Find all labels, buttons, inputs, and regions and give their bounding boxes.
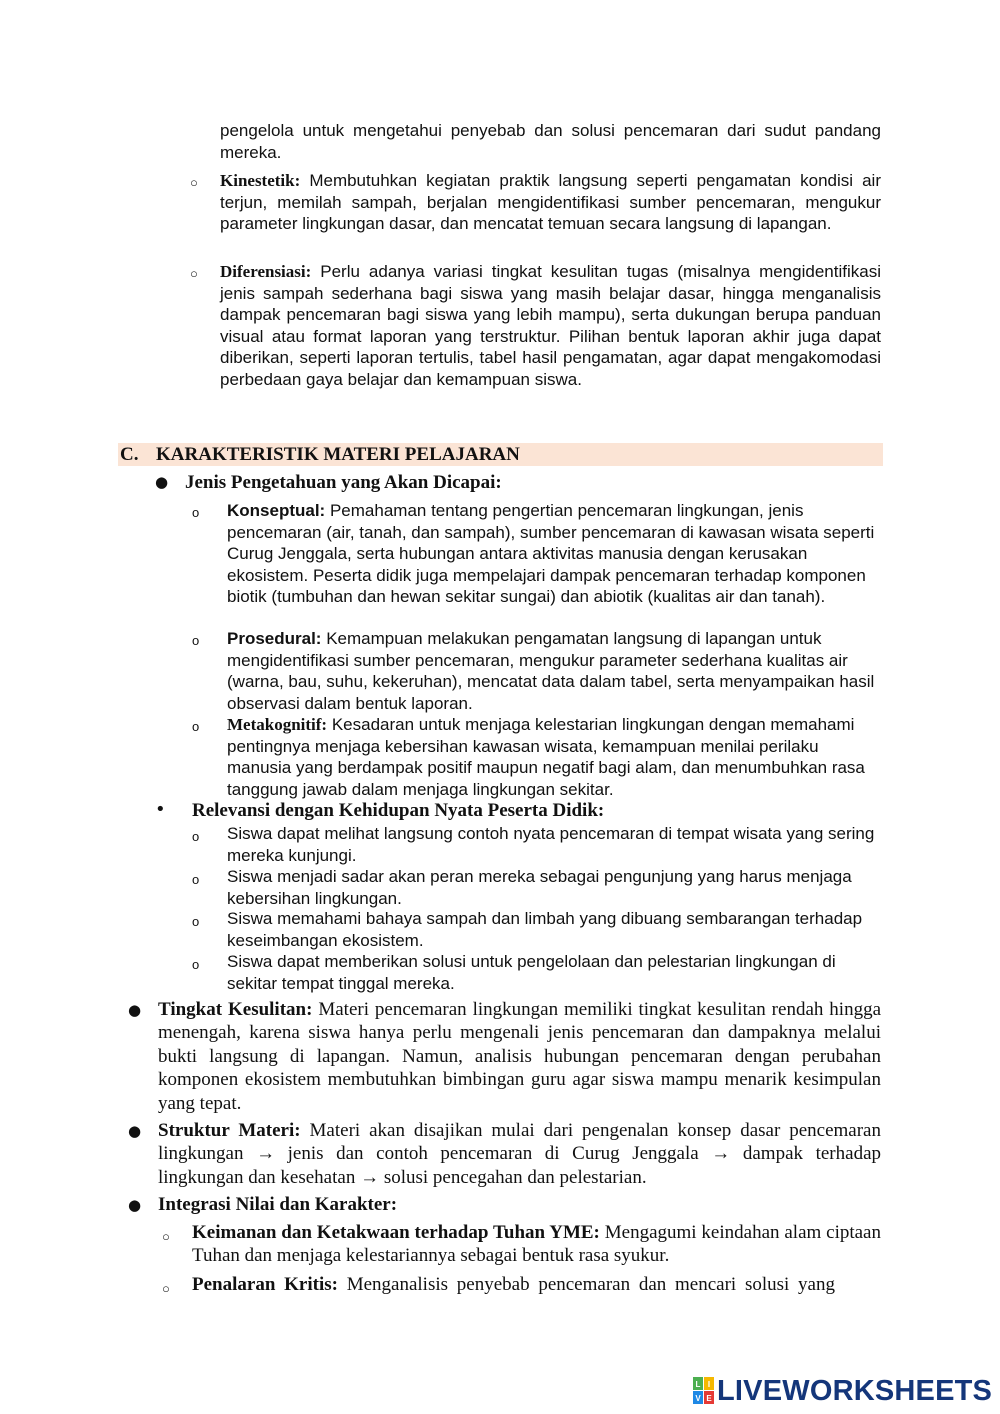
- logo-letter: E: [706, 1394, 712, 1403]
- solid-bullet: ●: [155, 473, 169, 491]
- section-c-heading: [118, 443, 883, 466]
- diferensiasi-item: [220, 261, 881, 391]
- logo-letter: L: [695, 1380, 701, 1389]
- logo-letter: V: [695, 1394, 701, 1403]
- hollow-bullet: o: [192, 505, 200, 520]
- relevansi-item: Siswa menjadi sadar akan peran mereka sebagai pengunjung yang harus menjaga kebersihan lingkungan.: [227, 867, 852, 908]
- kinestetik-text: Membutuhkan kegiatan praktik langsung seperti pengamatan kondisi air terjun, memilah sampah, berjalan mengidentifikasi sumber pencemaran, mengukur parameter lingkungan dasar, dan mencatat temuan secara langsung di lapangan.: [220, 171, 881, 234]
- hollow-bullet: o: [192, 719, 200, 734]
- hollow-bullet: o: [192, 957, 200, 972]
- diferensiasi-label: Diferensiasi:: [220, 262, 312, 281]
- hollow-bullet: o: [192, 829, 200, 844]
- konseptual-item: [227, 500, 882, 608]
- solid-bullet: ●: [128, 1196, 142, 1214]
- live-blocks-icon: [693, 1377, 715, 1405]
- continued-text: pengelola untuk mengetahui penyebab dan solusi pencemaran dari sudut pandang mereka.: [220, 121, 881, 162]
- hollow-bullet: o: [192, 914, 200, 929]
- solid-bullet: ●: [128, 1122, 142, 1140]
- relevansi-item: Siswa dapat melihat langsung contoh nyata pencemaran di tempat wisata yang sering mereka kunjungi.: [227, 824, 875, 865]
- struktur-label: Struktur Materi:: [158, 1120, 301, 1141]
- diferensiasi-text: Perlu adanya variasi tingkat kesulitan tugas (misalnya mengidentifikasi jenis sampah sederhana bagi siswa yang masih belajar dasar, hingga menganalisis dampak pencemaran bagi siswa yang lebih mampu), serta dukungan berupa panduan visual atau format laporan yang terstruktur. Pilihan bentuk laporan akhir juga dapat diberikan, seperti laporan tertulis, tabel hasil pengamatan, agar dapat mengakomodasi perbedaan gaya belajar dan kemampuan siswa.: [220, 262, 881, 389]
- hollow-bullet: ○: [162, 1281, 170, 1296]
- hollow-bullet: ○: [190, 175, 198, 190]
- solid-bullet: ●: [128, 1001, 142, 1019]
- integrasi-heading: Integrasi Nilai dan Karakter:: [158, 1194, 398, 1215]
- struktur-item: [158, 1119, 881, 1189]
- continued-paragraph: [220, 120, 881, 163]
- tingkat-label: Tingkat Kesulitan:: [158, 999, 313, 1020]
- hollow-bullet: ○: [190, 266, 198, 281]
- kinestetik-item: [220, 170, 881, 235]
- penalaran-label: Penalaran Kritis:: [192, 1274, 338, 1295]
- hollow-bullet: o: [192, 872, 200, 887]
- solid-bullet: •: [155, 799, 166, 820]
- liveworksheets-logo: [693, 1374, 992, 1408]
- metakognitif-label: Metakognitif:: [227, 715, 328, 734]
- konseptual-label: Konseptual:: [227, 501, 326, 520]
- keimanan-item: [192, 1221, 881, 1268]
- metakognitif-item: [227, 714, 882, 800]
- struktur-text: Materi akan disajikan mulai dari pengenalan konsep dasar pencemaran lingkungan → jenis dan contoh pencemaran di Curug Jenggala → dampak terhadap lingkungan dan kesehatan → solusi pencegahan dan pelestarian.: [158, 1120, 881, 1188]
- relevansi-item: Siswa memahami bahaya sampah dan limbah yang dibuang sembarangan terhadap keseimbangan ekosistem.: [227, 909, 863, 950]
- hollow-bullet: ○: [162, 1229, 170, 1244]
- keimanan-label: Keimanan dan Ketakwaan terhadap Tuhan YME:: [192, 1222, 600, 1243]
- prosedural-item: [227, 628, 882, 714]
- tingkat-text: Materi pencemaran lingkungan memiliki tingkat kesulitan rendah hingga menengah, karena siswa hanya perlu mengenali jenis pencemaran dan dampaknya melalui bukti langsung di lapangan. Namun, analisis hubungan pencemaran dengan perubahan komponen ekosistem membutuhkan bimbingan guru agar siswa mampu menarik kesimpulan yang tepat.: [158, 999, 881, 1114]
- konseptual-text: Pemahaman tentang pengertian pencemaran lingkungan, jenis pencemaran (air, tanah, dan sampah), sumber pencemaran di kawasan wisata seperti Curug Jenggala, serta hubungan antara aktivitas manusia dengan kerusakan ekosistem. Peserta didik juga mempelajari dampak pencemaran terhadap komponen biotik (tumbuhan dan hewan sekitar sungai) dan abiotik (kualitas air dan tanah).: [227, 501, 875, 607]
- section-title: KARAKTERISTIK MATERI PELAJARAN: [156, 444, 520, 465]
- keimanan-text: Mengagumi keindahan alam ciptaan Tuhan dan menjaga kelestariannya sebagai bentuk rasa syukur.: [192, 1222, 881, 1267]
- jenis-heading: Jenis Pengetahuan yang Akan Dicapai:: [185, 472, 502, 493]
- logo-letter: I: [707, 1380, 711, 1389]
- metakognitif-text: Kesadaran untuk menjaga kelestarian lingkungan dengan memahami pentingnya menjaga kebersihan kawasan wisata, kemampuan menilai perilaku manusia yang berdampak positif maupun negatif bagi alam, dan menumbuhkan rasa tanggung jawab dalam menjaga lingkungan sekitar.: [227, 715, 865, 799]
- relevansi-heading: Relevansi dengan Kehidupan Nyata Peserta Didik:: [192, 800, 605, 821]
- prosedural-text: Kemampuan melakukan pengamatan langsung di lapangan untuk mengidentifikasi sumber pencemaran, mengukur parameter sederhana kualitas air (warna, bau, suhu, kekeruhan), mencatat data dalam tabel, serta menyampaikan hasil observasi dalam bentuk laporan.: [227, 629, 875, 713]
- hollow-bullet: o: [192, 633, 200, 648]
- relevansi-item: Siswa dapat memberikan solusi untuk pengelolaan dan pelestarian lingkungan di sekitar tempat tinggal mereka.: [227, 952, 836, 993]
- kinestetik-label: Kinestetik:: [220, 171, 301, 190]
- brand-name: LIVEWORKSHEETS: [717, 1375, 993, 1407]
- prosedural-label: Prosedural:: [227, 629, 322, 648]
- section-letter: C.: [120, 444, 139, 465]
- tingkat-item: [158, 998, 881, 1115]
- penalaran-item: [192, 1273, 892, 1296]
- penalaran-text: Menganalisis penyebab pencemaran dan mencari solusi yang: [346, 1274, 835, 1295]
